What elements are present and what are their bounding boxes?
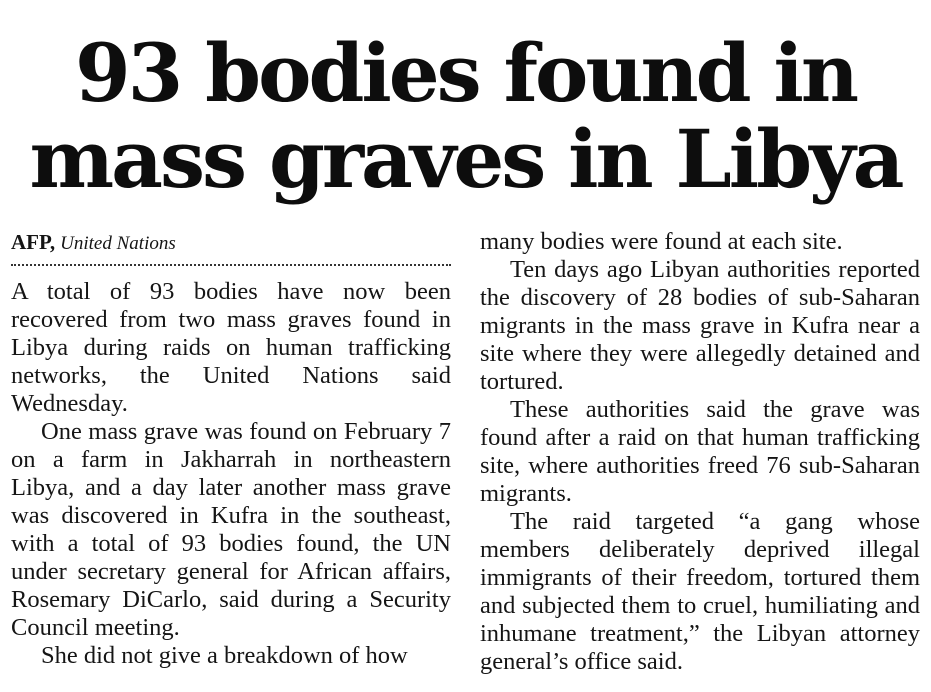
paragraph-6: The raid targeted “a gang whose members deliberately deprived illegal immigrants of their freedom, tortured them and subjected them to cruel, humiliating and inhumane treatment,” the Libyan attorney general’s office said.	[480, 508, 920, 675]
paragraph-1: A total of 93 bodies have now been recovered from two mass graves found in Libya during raids on human trafficking networks, the United Nations said Wednesday.	[11, 278, 451, 417]
byline-agency: AFP,	[11, 230, 56, 254]
paragraph-2: One mass grave was found on February 7 on a farm in Jakharrah in northeastern Libya, and a day later another mass grave was discovered in Kufra in the southeast, with a total of 93 bodies found, the UN under secretary general for African affairs, Rosemary DiCarlo, said during a Security Council meeting.	[11, 418, 451, 641]
dotted-divider	[11, 264, 451, 266]
paragraph-4: Ten days ago Libyan authorities reported the discovery of 28 bodies of sub-Saharan migrants in the mass grave in Kufra near a site where they were allegedly detained and tortured.	[480, 256, 920, 395]
left-column	[11, 228, 451, 670]
byline-dateline: United Nations	[60, 233, 176, 254]
paragraph-5: These authorities said the grave was found after a raid on that human trafficking site, where authorities freed 76 sub-Saharan migrants.	[480, 396, 920, 507]
paragraph-3: She did not give a breakdown of how	[41, 642, 408, 669]
headline: 93 bodies found in mass graves in Libya	[29, 26, 902, 206]
paragraph-3-continued: many bodies were found at each site.	[480, 228, 843, 255]
byline	[11, 228, 451, 256]
right-column	[480, 228, 920, 676]
